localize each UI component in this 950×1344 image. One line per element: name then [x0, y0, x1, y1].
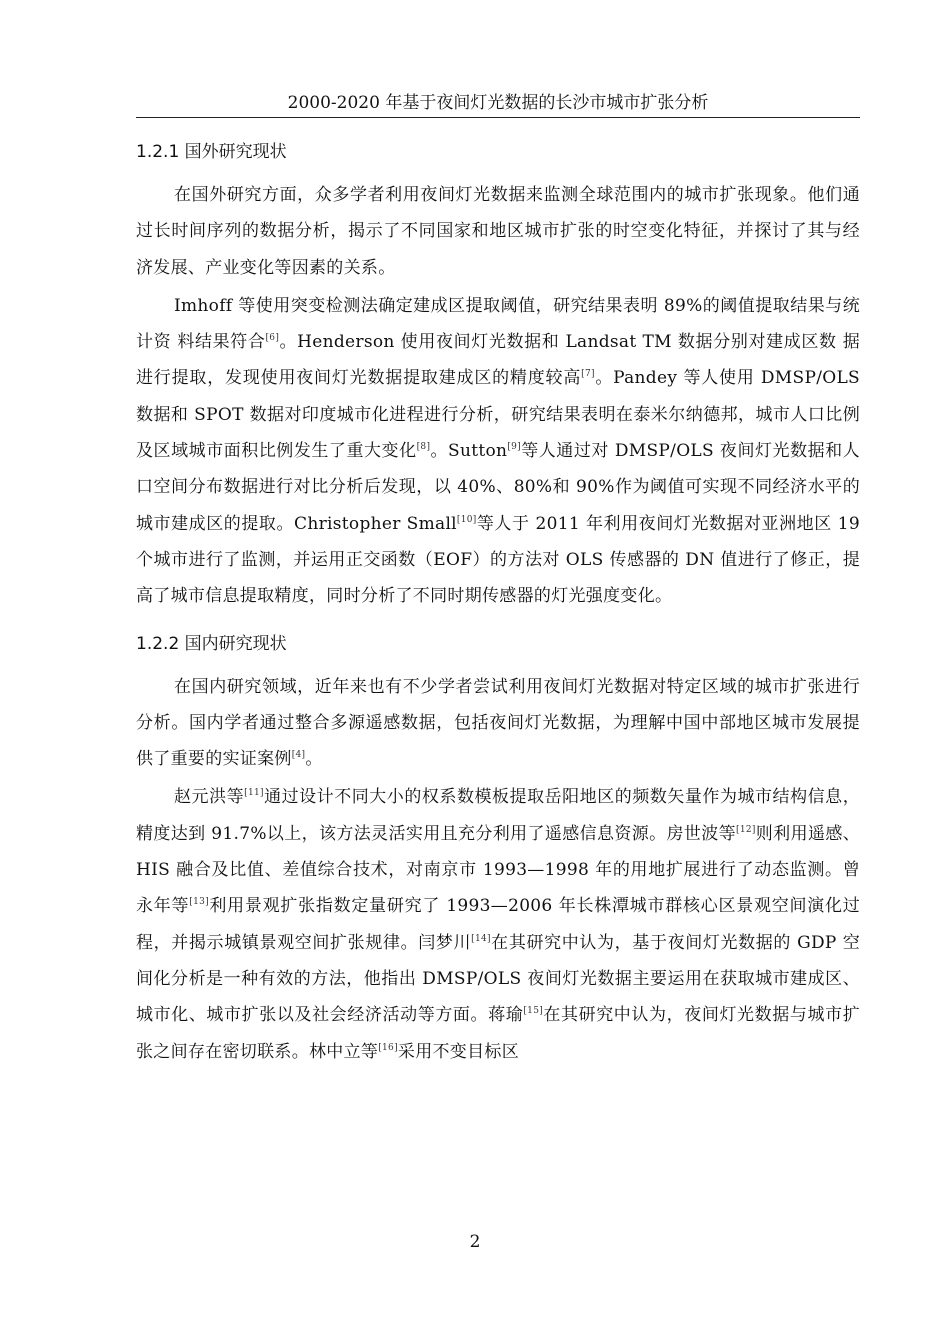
citation-ref: [11] [244, 788, 264, 799]
paragraph-text: 等人于 2011 年利用夜间灯光数据对亚洲地区 19 个城市进行了监测，并运用正交函数（EOF）的方法对 OLS 传感器的 DN 值进行了修正，提高了城市信息提取精度，同时分析了不同时期传感器的灯光强度变化。 [136, 513, 860, 607]
citation-ref: [12] [736, 824, 756, 835]
citation-ref: [4] [291, 750, 306, 761]
citation-ref: [9] [507, 442, 521, 453]
paragraph-text: 在其研究中认为，基于夜间灯光数据的 GDP 空间化分析是一种有效的方法，他指出 DMSP/OLS 夜间灯光数据主要运用在获取城市建成区、城市化、城市扩张以及社会经济活动等方面。蒋瑜 [136, 932, 860, 1026]
header-rule [136, 117, 860, 118]
paragraph-text: 利用景观扩张指数定量研究了 1993—2006 年长株潭城市群核心区景观空间演化过程，并揭示城镇景观空间扩张规律。闫梦川 [136, 896, 861, 953]
paragraph-text: 在国外研究方面，众多学者利用夜间灯光数据来监测全球范围内的城市扩张现象。他们通过长时间序列的数据分析，揭示了不同国家和地区城市扩张的时空变化特征，并探讨了其与经济发展、产业变化等因素的关系。 [136, 185, 860, 278]
paragraph-text: 。 [305, 749, 323, 770]
citation-ref: [7] [581, 369, 595, 380]
citation-ref: [15] [523, 1006, 544, 1017]
paragraph [136, 177, 860, 286]
paragraph-text: 通过设计不同大小的权系数模板提取岳阳地区的频数矢量作为城市结构信息，精度达到 91.7%以上，该方法灵活实用且充分利用了遥感信息资源。房世波等 [136, 787, 860, 844]
paragraph-text: 在其研究中认为，夜间灯光数据与城市扩张之间存在密切联系。林中立等 [136, 1005, 860, 1062]
paragraph [136, 288, 860, 615]
section-heading-foreign: 1.2.1 国外研究现状 [136, 142, 287, 162]
citation-ref: [6] [265, 333, 280, 344]
paragraph-text: 赵元洪等 [174, 787, 245, 808]
paragraph-text: 。Sutton [430, 441, 508, 462]
section-heading-domestic: 1.2.2 国内研究现状 [136, 633, 287, 654]
paragraph-text: Imhoff 等使用突变检测法确定建成区提取阈值，研究结果表明 89%的阈值提取结果与统计资 料结果符合 [136, 295, 860, 353]
citation-ref: [8] [416, 442, 431, 453]
citation-ref: [16] [378, 1042, 398, 1053]
paragraph-text: 等人通过对 DMSP/OLS 夜间灯光数据和人口空间分布数据进行对比分析后发现，以 40%、80%和 90%作为阈值可实现不同经济水平的城市建成区的提取。Christopher Small [136, 441, 860, 534]
citation-ref: [14] [471, 933, 491, 944]
paragraph [136, 779, 860, 1069]
paragraph-text: 。Pandey 等人使用 DMSP/OLS 数据和 SPOT 数据对印度城市化进程进行分析，研究结果表明在泰米尔纳德邦，城市人口比例及区域城市面积比例发生了重大变化 [136, 368, 860, 462]
paragraph [136, 669, 860, 778]
paragraph-text: 在国内研究领域，近年来也有不少学者尝试利用夜间灯光数据对特定区域的城市扩张进行分析。国内学者通过整合多源遥感数据，包括夜间灯光数据，为理解中国中部地区城市发展提供了重要的实证案例 [136, 676, 860, 770]
running-header: 2000-2020 年基于夜间灯光数据的长沙市城市扩张分析 [287, 93, 709, 113]
paragraph-text: 采用不变目标区 [397, 1041, 519, 1062]
paragraph-text: 。Henderson 使用夜间灯光数据和 Landsat TM 数据分别对建成区数 据进行提取，发现使用夜间灯光数据提取建成区的精度较高 [136, 332, 860, 389]
citation-ref: [10] [456, 514, 477, 525]
page-number: 2 [469, 1232, 481, 1252]
paragraph-text: 则利用遥感、HIS 融合及比值、差值综合技术，对南京市 1993—1998 年的用地扩展进行了动态监测。曾永年等 [136, 823, 860, 917]
page-body [136, 137, 860, 1072]
citation-ref: [13] [189, 897, 209, 908]
